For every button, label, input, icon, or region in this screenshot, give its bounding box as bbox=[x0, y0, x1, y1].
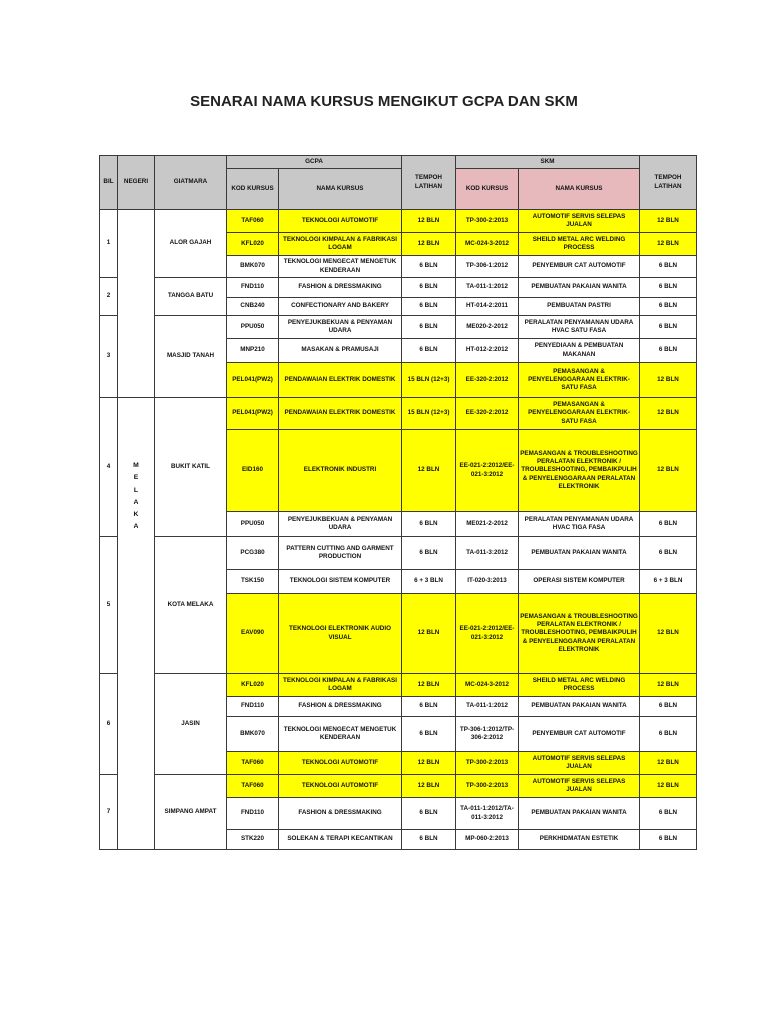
table-row bbox=[100, 775, 697, 798]
skm-nama-cell: PEMASANGAN & PENYELENGGARAAN ELEKTRIK-SATU FASA bbox=[519, 398, 640, 430]
skm-nama-cell: PENYEMBUR CAT AUTOMOTIF bbox=[519, 717, 640, 752]
course-table-body bbox=[100, 210, 697, 850]
gcpa-tempoh-cell: 6 BLN bbox=[402, 339, 456, 363]
skm-nama-cell: SHEILD METAL ARC WELDING PROCESS bbox=[519, 674, 640, 697]
gcpa-nama-cell: FASHION & DRESSMAKING bbox=[279, 798, 402, 830]
skm-kod-cell: TP-300-2:2013 bbox=[456, 210, 519, 233]
skm-kod-cell: TA-011-1:2012 bbox=[456, 278, 519, 298]
skm-nama-cell: PERALATAN PENYAMANAN UDARA HVAC SATU FASA bbox=[519, 316, 640, 339]
skm-tempoh-cell: 12 BLN bbox=[640, 430, 697, 512]
gcpa-tempoh-cell: 12 BLN bbox=[402, 752, 456, 775]
header-bil: BIL bbox=[100, 156, 118, 210]
gcpa-kod-cell: TAF060 bbox=[227, 752, 279, 775]
gcpa-kod-cell: PPU050 bbox=[227, 316, 279, 339]
skm-tempoh-cell: 6 BLN bbox=[640, 256, 697, 278]
skm-tempoh-cell: 6 BLN bbox=[640, 537, 697, 570]
gcpa-kod-cell: BMK070 bbox=[227, 717, 279, 752]
header-skm-tempoh: TEMPOH LATIHAN bbox=[640, 156, 697, 210]
skm-tempoh-cell: 6 BLN bbox=[640, 298, 697, 316]
skm-kod-cell: EE-021-2:2012/EE-021-3:2012 bbox=[456, 430, 519, 512]
negeri-cell-upper bbox=[118, 210, 155, 398]
table-row bbox=[100, 674, 697, 697]
header-gcpa-nama: NAMA KURSUS bbox=[279, 169, 402, 210]
gcpa-nama-cell: SOLEKAN & TERAPI KECANTIKAN bbox=[279, 830, 402, 850]
gcpa-nama-cell: TEKNOLOGI AUTOMOTIF bbox=[279, 752, 402, 775]
gcpa-nama-cell: PENYEJUKBEKUAN & PENYAMAN UDARA bbox=[279, 316, 402, 339]
gcpa-tempoh-cell: 6 BLN bbox=[402, 830, 456, 850]
gcpa-kod-cell: TAF060 bbox=[227, 210, 279, 233]
gcpa-tempoh-cell: 6 BLN bbox=[402, 316, 456, 339]
gcpa-kod-cell: EAV090 bbox=[227, 594, 279, 674]
skm-kod-cell: HT-014-2:2011 bbox=[456, 298, 519, 316]
negeri-letter: E bbox=[133, 474, 139, 482]
giatmara-cell: MASJID TANAH bbox=[155, 316, 227, 398]
header-skm: SKM bbox=[456, 156, 640, 169]
skm-kod-cell: ME020-2-2012 bbox=[456, 316, 519, 339]
gcpa-nama-cell: FASHION & DRESSMAKING bbox=[279, 278, 402, 298]
negeri-letter: M bbox=[133, 462, 139, 469]
gcpa-tempoh-cell: 6 BLN bbox=[402, 717, 456, 752]
gcpa-nama-cell: PENYEJUKBEKUAN & PENYAMAN UDARA bbox=[279, 512, 402, 537]
table-row bbox=[100, 316, 697, 339]
skm-tempoh-cell: 6 BLN bbox=[640, 512, 697, 537]
page-title: SENARAI NAMA KURSUS MENGIKUT GCPA DAN SKM bbox=[190, 93, 578, 110]
header-skm-nama: NAMA KURSUS bbox=[519, 169, 640, 210]
skm-tempoh-cell: 6 BLN bbox=[640, 339, 697, 363]
gcpa-kod-cell: PPU050 bbox=[227, 512, 279, 537]
gcpa-kod-cell: CNB240 bbox=[227, 298, 279, 316]
header-gcpa-kod: KOD KURSUS bbox=[227, 169, 279, 210]
skm-kod-cell: TP-300-2:2013 bbox=[456, 775, 519, 798]
giatmara-cell: TANGGA BATU bbox=[155, 278, 227, 316]
skm-nama-cell: AUTOMOTIF SERVIS SELEPAS JUALAN bbox=[519, 210, 640, 233]
skm-tempoh-cell: 12 BLN bbox=[640, 210, 697, 233]
skm-nama-cell: OPERASI SISTEM KOMPUTER bbox=[519, 570, 640, 594]
gcpa-kod-cell: PCG380 bbox=[227, 537, 279, 570]
skm-nama-cell: PERALATAN PENYAMANAN UDARA HVAC TIGA FASA bbox=[519, 512, 640, 537]
bil-cell: 1 bbox=[100, 210, 118, 278]
gcpa-tempoh-cell: 12 BLN bbox=[402, 775, 456, 798]
skm-kod-cell: TA-011-1:2012 bbox=[456, 697, 519, 717]
skm-tempoh-cell: 6 BLN bbox=[640, 316, 697, 339]
gcpa-kod-cell: STK220 bbox=[227, 830, 279, 850]
gcpa-tempoh-cell: 6 BLN bbox=[402, 298, 456, 316]
giatmara-cell: JASIN bbox=[155, 674, 227, 775]
bil-cell: 5 bbox=[100, 537, 118, 674]
gcpa-nama-cell: TEKNOLOGI MENGECAT MENGETUK KENDERAAN bbox=[279, 256, 402, 278]
skm-tempoh-cell: 12 BLN bbox=[640, 674, 697, 697]
skm-tempoh-cell: 6 BLN bbox=[640, 717, 697, 752]
gcpa-tempoh-cell: 6 BLN bbox=[402, 278, 456, 298]
gcpa-tempoh-cell: 12 BLN bbox=[402, 430, 456, 512]
gcpa-kod-cell: KFL020 bbox=[227, 233, 279, 256]
skm-tempoh-cell: 6 BLN bbox=[640, 798, 697, 830]
gcpa-nama-cell: FASHION & DRESSMAKING bbox=[279, 697, 402, 717]
gcpa-kod-cell: FND110 bbox=[227, 798, 279, 830]
negeri-label bbox=[119, 460, 153, 534]
gcpa-tempoh-cell: 6 + 3 BLN bbox=[402, 570, 456, 594]
skm-nama-cell: PENYEMBUR CAT AUTOMOTIF bbox=[519, 256, 640, 278]
bil-cell: 7 bbox=[100, 775, 118, 850]
bil-cell: 3 bbox=[100, 316, 118, 398]
skm-nama-cell: PENYEDIAAN & PEMBUATAN MAKANAN bbox=[519, 339, 640, 363]
skm-kod-cell: TP-306-1:2012 bbox=[456, 256, 519, 278]
skm-kod-cell: MC-024-3-2012 bbox=[456, 233, 519, 256]
skm-kod-cell: HT-012-2:2012 bbox=[456, 339, 519, 363]
skm-nama-cell: PEMBUATAN PAKAIAN WANITA bbox=[519, 278, 640, 298]
gcpa-nama-cell: CONFECTIONARY AND BAKERY bbox=[279, 298, 402, 316]
gcpa-nama-cell: TEKNOLOGI MENGECAT MENGETUK KENDERAAN bbox=[279, 717, 402, 752]
gcpa-kod-cell: MNP210 bbox=[227, 339, 279, 363]
bil-cell: 2 bbox=[100, 278, 118, 316]
skm-nama-cell: PEMASANGAN & PENYELENGGARAAN ELEKTRIK-SATU FASA bbox=[519, 363, 640, 398]
skm-nama-cell: PEMASANGAN & TROUBLESHOOTING PERALATAN ELEKTRONIK / TROUBLESHOOTING, PEMBAIKPULIH & PENYELENGGARAAN PERALATAN ELEKTRONIK bbox=[519, 594, 640, 674]
skm-kod-cell: TA-011-3:2012 bbox=[456, 537, 519, 570]
skm-kod-cell: IT-020-3:2013 bbox=[456, 570, 519, 594]
skm-kod-cell: MC-024-3-2012 bbox=[456, 674, 519, 697]
gcpa-kod-cell: PEL041(PW2) bbox=[227, 363, 279, 398]
skm-tempoh-cell: 12 BLN bbox=[640, 752, 697, 775]
negeri-letter: K bbox=[133, 511, 139, 519]
gcpa-tempoh-cell: 12 BLN bbox=[402, 233, 456, 256]
gcpa-tempoh-cell: 6 BLN bbox=[402, 512, 456, 537]
gcpa-tempoh-cell: 12 BLN bbox=[402, 674, 456, 697]
skm-tempoh-cell: 6 + 3 BLN bbox=[640, 570, 697, 594]
skm-kod-cell: MP-060-2:2013 bbox=[456, 830, 519, 850]
header-giatmara: GIATMARA bbox=[155, 156, 227, 210]
negeri-cell bbox=[118, 398, 155, 850]
skm-nama-cell: PEMBUATAN PAKAIAN WANITA bbox=[519, 537, 640, 570]
skm-kod-cell: EE-320-2:2012 bbox=[456, 398, 519, 430]
giatmara-cell: BUKIT KATIL bbox=[155, 398, 227, 537]
gcpa-kod-cell: EID160 bbox=[227, 430, 279, 512]
skm-tempoh-cell: 12 BLN bbox=[640, 398, 697, 430]
gcpa-kod-cell: TSK150 bbox=[227, 570, 279, 594]
skm-nama-cell: PEMBUATAN PAKAIAN WANITA bbox=[519, 697, 640, 717]
gcpa-nama-cell: TEKNOLOGI SISTEM KOMPUTER bbox=[279, 570, 402, 594]
gcpa-tempoh-cell: 15 BLN (12+3) bbox=[402, 363, 456, 398]
gcpa-tempoh-cell: 6 BLN bbox=[402, 256, 456, 278]
skm-tempoh-cell: 12 BLN bbox=[640, 363, 697, 398]
skm-nama-cell: SHEILD METAL ARC WELDING PROCESS bbox=[519, 233, 640, 256]
skm-tempoh-cell: 6 BLN bbox=[640, 697, 697, 717]
skm-kod-cell: TA-011-1:2012/TA-011-3:2012 bbox=[456, 798, 519, 830]
skm-nama-cell: PEMBUATAN PAKAIAN WANITA bbox=[519, 798, 640, 830]
table-row bbox=[100, 398, 697, 430]
gcpa-tempoh-cell: 6 BLN bbox=[402, 697, 456, 717]
giatmara-cell: ALOR GAJAH bbox=[155, 210, 227, 278]
negeri-letter: L bbox=[133, 486, 139, 494]
skm-nama-cell: PERKHIDMATAN ESTETIK bbox=[519, 830, 640, 850]
skm-kod-cell: TP-300-2:2013 bbox=[456, 752, 519, 775]
gcpa-nama-cell: PENDAWAIAN ELEKTRIK DOMESTIK bbox=[279, 363, 402, 398]
skm-kod-cell: TP-306-1:2012/TP-306-2:2012 bbox=[456, 717, 519, 752]
skm-kod-cell: ME021-2-2012 bbox=[456, 512, 519, 537]
skm-nama-cell: PEMASANGAN & TROUBLESHOOTING PERALATAN ELEKTRONIK / TROUBLESHOOTING, PEMBAIKPULIH & PENYELENGGARAAN PERALATAN ELEKTRONIK bbox=[519, 430, 640, 512]
gcpa-tempoh-cell: 12 BLN bbox=[402, 210, 456, 233]
header-negeri: NEGERI bbox=[118, 156, 155, 210]
skm-tempoh-cell: 12 BLN bbox=[640, 775, 697, 798]
gcpa-kod-cell: TAF060 bbox=[227, 775, 279, 798]
skm-tempoh-cell: 12 BLN bbox=[640, 594, 697, 674]
gcpa-tempoh-cell: 15 BLN (12+3) bbox=[402, 398, 456, 430]
skm-nama-cell: AUTOMOTIF SERVIS SELEPAS JUALAN bbox=[519, 775, 640, 798]
giatmara-cell: KOTA MELAKA bbox=[155, 537, 227, 674]
gcpa-nama-cell: TEKNOLOGI AUTOMOTIF bbox=[279, 775, 402, 798]
gcpa-nama-cell: PATTERN CUTTING AND GARMENT PRODUCTION bbox=[279, 537, 402, 570]
gcpa-nama-cell: TEKNOLOGI KIMPALAN & FABRIKASI LOGAM bbox=[279, 233, 402, 256]
skm-kod-cell: EE-320-2:2012 bbox=[456, 363, 519, 398]
course-table bbox=[99, 155, 697, 850]
skm-tempoh-cell: 6 BLN bbox=[640, 278, 697, 298]
gcpa-kod-cell: BMK070 bbox=[227, 256, 279, 278]
gcpa-kod-cell: FND110 bbox=[227, 697, 279, 717]
table-row bbox=[100, 278, 697, 298]
skm-tempoh-cell: 6 BLN bbox=[640, 830, 697, 850]
negeri-letter: A bbox=[133, 523, 139, 531]
table-row bbox=[100, 210, 697, 233]
gcpa-kod-cell: PEL041(PW2) bbox=[227, 398, 279, 430]
skm-tempoh-cell: 12 BLN bbox=[640, 233, 697, 256]
header-skm-kod: KOD KURSUS bbox=[456, 169, 519, 210]
gcpa-tempoh-cell: 12 BLN bbox=[402, 594, 456, 674]
bil-cell: 6 bbox=[100, 674, 118, 775]
gcpa-nama-cell: TEKNOLOGI ELEKTRONIK AUDIO VISUAL bbox=[279, 594, 402, 674]
gcpa-tempoh-cell: 6 BLN bbox=[402, 537, 456, 570]
gcpa-nama-cell: ELEKTRONIK INDUSTRI bbox=[279, 430, 402, 512]
gcpa-kod-cell: FND110 bbox=[227, 278, 279, 298]
bil-cell: 4 bbox=[100, 398, 118, 537]
header-gcpa-tempoh: TEMPOH LATIHAN bbox=[402, 156, 456, 210]
skm-nama-cell: AUTOMOTIF SERVIS SELEPAS JUALAN bbox=[519, 752, 640, 775]
gcpa-tempoh-cell: 6 BLN bbox=[402, 798, 456, 830]
giatmara-cell: SIMPANG AMPAT bbox=[155, 775, 227, 850]
negeri-letter: A bbox=[133, 498, 139, 506]
skm-nama-cell: PEMBUATAN PASTRI bbox=[519, 298, 640, 316]
gcpa-nama-cell: MASAKAN & PRAMUSAJI bbox=[279, 339, 402, 363]
gcpa-nama-cell: TEKNOLOGI KIMPALAN & FABRIKASI LOGAM bbox=[279, 674, 402, 697]
table-row bbox=[100, 537, 697, 570]
gcpa-kod-cell: KFL020 bbox=[227, 674, 279, 697]
gcpa-nama-cell: TEKNOLOGI AUTOMOTIF bbox=[279, 210, 402, 233]
skm-kod-cell: EE-021-2:2012/EE-021-3:2012 bbox=[456, 594, 519, 674]
header-gcpa: GCPA bbox=[227, 156, 402, 169]
gcpa-nama-cell: PENDAWAIAN ELEKTRIK DOMESTIK bbox=[279, 398, 402, 430]
